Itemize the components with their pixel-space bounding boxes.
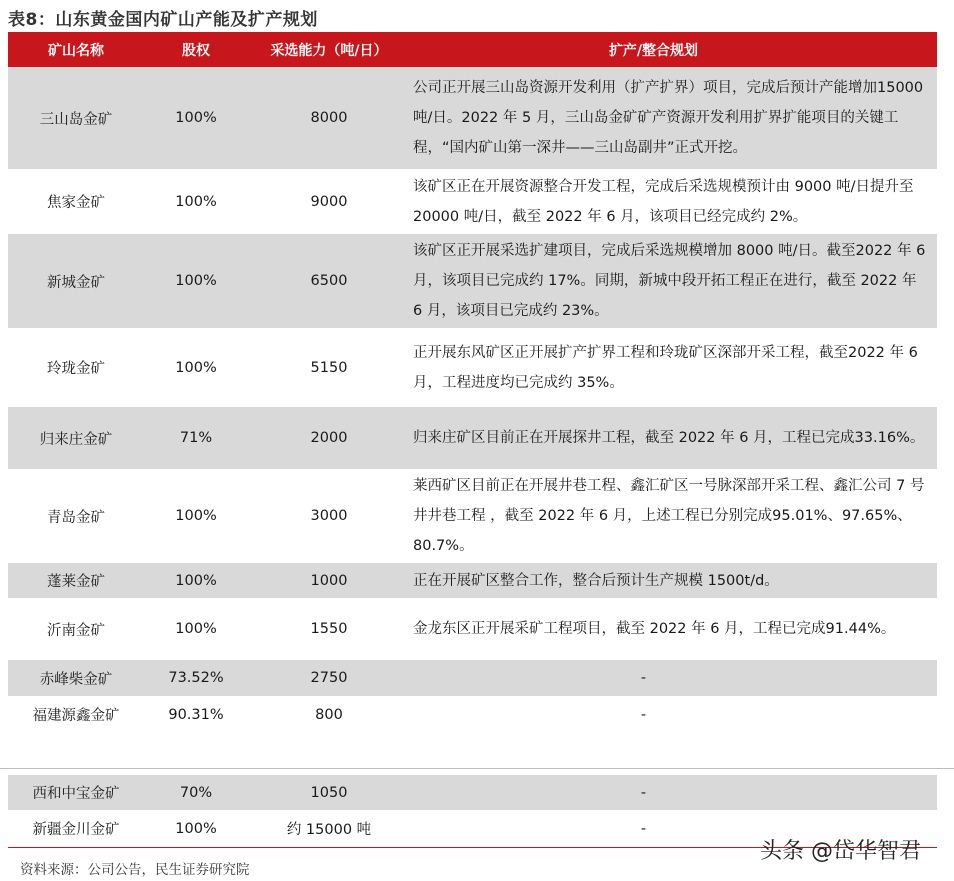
cell-capacity: 约 15000 吨 <box>286 822 372 838</box>
header-equity: 股权 <box>182 42 210 59</box>
cell-mine-name: 玲珑金矿 <box>47 361 105 377</box>
header-capacity: 采选能力（吨/日） <box>270 42 388 59</box>
capacity-table <box>8 32 937 847</box>
header-mine-name: 矿山名称 <box>48 42 104 59</box>
table-row <box>8 170 937 234</box>
cell-mine-name: 蓬莱金矿 <box>47 574 105 590</box>
cell-capacity: 3000 <box>310 508 348 524</box>
cell-mine-name: 青岛金矿 <box>47 509 105 526</box>
cell-equity: 70% <box>179 784 213 801</box>
cell-capacity: 8000 <box>310 110 348 126</box>
cell-equity: 100% <box>175 572 217 589</box>
cell-plan: - <box>640 820 647 837</box>
cell-equity: 100% <box>175 110 217 126</box>
table-row <box>8 67 937 170</box>
cell-plan: 莱西矿区目前正在开展井巷工程、鑫汇矿区一号脉深部开采工程、鑫汇公司 7 号井井巷工程 ，截至 2022 年 6 月，上述工程已分别完成95.01%、97.65%、80.7%。 <box>413 478 925 554</box>
cell-equity: 100% <box>175 359 217 376</box>
divider <box>0 768 954 769</box>
cell-plan: 金龙东区正开展采矿工程项目，截至 2022 年 6 月，工程已完成91.44%。 <box>413 621 896 637</box>
table-row <box>8 329 937 407</box>
cell-capacity: 2000 <box>310 430 348 446</box>
cell-equity: 100% <box>175 193 217 210</box>
cell-mine-name: 新城金矿 <box>47 274 105 291</box>
header-plan: 扩产/整合规划 <box>608 42 699 59</box>
table-row <box>8 599 937 660</box>
cell-plan: 正在开展矿区整合工作，整合后预计生产规模 1500t/d。 <box>413 572 779 589</box>
cell-equity: 71% <box>179 430 213 446</box>
cell-plan: 该矿区正在开展资源整合开发工程，完成后采选规模预计由 9000 吨/日提升至 20000 吨/日，截至 2022 年 6 月，该项目已经完成约 2%。 <box>413 178 914 225</box>
table-row <box>8 660 937 697</box>
cell-capacity: 1050 <box>310 784 348 801</box>
cell-equity: 100% <box>175 508 217 524</box>
watermark: 头条 @岱华智君 <box>760 839 921 864</box>
cell-plan: 公司正开展三山岛资源开发利用（扩产扩界）项目，完成后预计产能增加15000 吨/日。2022 年 5 月，三山岛金矿矿产资源开发利用扩界扩能项目的关键工程，“国内矿山第一深井——三山岛副井”正式开挖。 <box>413 80 924 156</box>
table-row <box>8 697 937 733</box>
table-row <box>8 470 937 563</box>
cell-mine-name: 西和中宝金矿 <box>32 786 120 802</box>
cell-mine-name: 归来庄金矿 <box>39 431 113 448</box>
cell-capacity: 5150 <box>310 359 348 376</box>
table-row <box>8 775 937 811</box>
cell-equity: 73.52% <box>168 670 224 686</box>
cell-mine-name: 沂南金矿 <box>47 622 105 639</box>
table-title: 表8：山东黄金国内矿山产能及扩产规划 <box>8 10 318 30</box>
cell-plan: - <box>640 784 647 801</box>
cell-equity: 90.31% <box>168 706 224 723</box>
cell-capacity: 1550 <box>310 621 348 637</box>
source-note: 资料来源：公司公告，民生证券研究院 <box>20 862 250 878</box>
cell-plan: 该矿区正开展采选扩建项目，完成后采选规模增加 8000 吨/日。截至2022 年 6 月，该项目已完成约 17%。同期，新城中段开拓工程正在进行，截至 2022 年 6 月，该项目已完成约 23%。 <box>413 243 926 319</box>
cell-capacity: 1000 <box>310 572 348 589</box>
cell-capacity: 800 <box>315 706 343 723</box>
cell-equity: 100% <box>175 820 217 837</box>
cell-plan: - <box>640 706 647 723</box>
cell-mine-name: 新疆金川金矿 <box>32 822 120 838</box>
cell-mine-name: 焦家金矿 <box>47 195 105 211</box>
cell-plan: 正开展东风矿区正开展扩产扩界工程和玲珑矿区深部开采工程，截至2022 年 6 月，工程进度均已完成约 35%。 <box>413 344 918 391</box>
cell-mine-name: 福建源鑫金矿 <box>32 708 120 724</box>
table-header <box>8 32 937 67</box>
cell-equity: 100% <box>175 621 217 637</box>
cell-capacity: 9000 <box>310 193 348 210</box>
table-row <box>8 234 937 329</box>
table-row <box>8 563 937 599</box>
cell-plan: - <box>640 670 647 686</box>
cell-plan: 归来庄矿区目前正在开展探井工程，截至 2022 年 6 月，工程已完成33.16%。 <box>413 430 925 446</box>
cell-equity: 100% <box>175 273 217 289</box>
cell-capacity: 2750 <box>310 670 348 686</box>
cell-mine-name: 三山岛金矿 <box>39 111 113 128</box>
table-row <box>8 407 937 470</box>
cell-capacity: 6500 <box>310 273 348 289</box>
cell-mine-name: 赤峰柴金矿 <box>39 671 113 688</box>
